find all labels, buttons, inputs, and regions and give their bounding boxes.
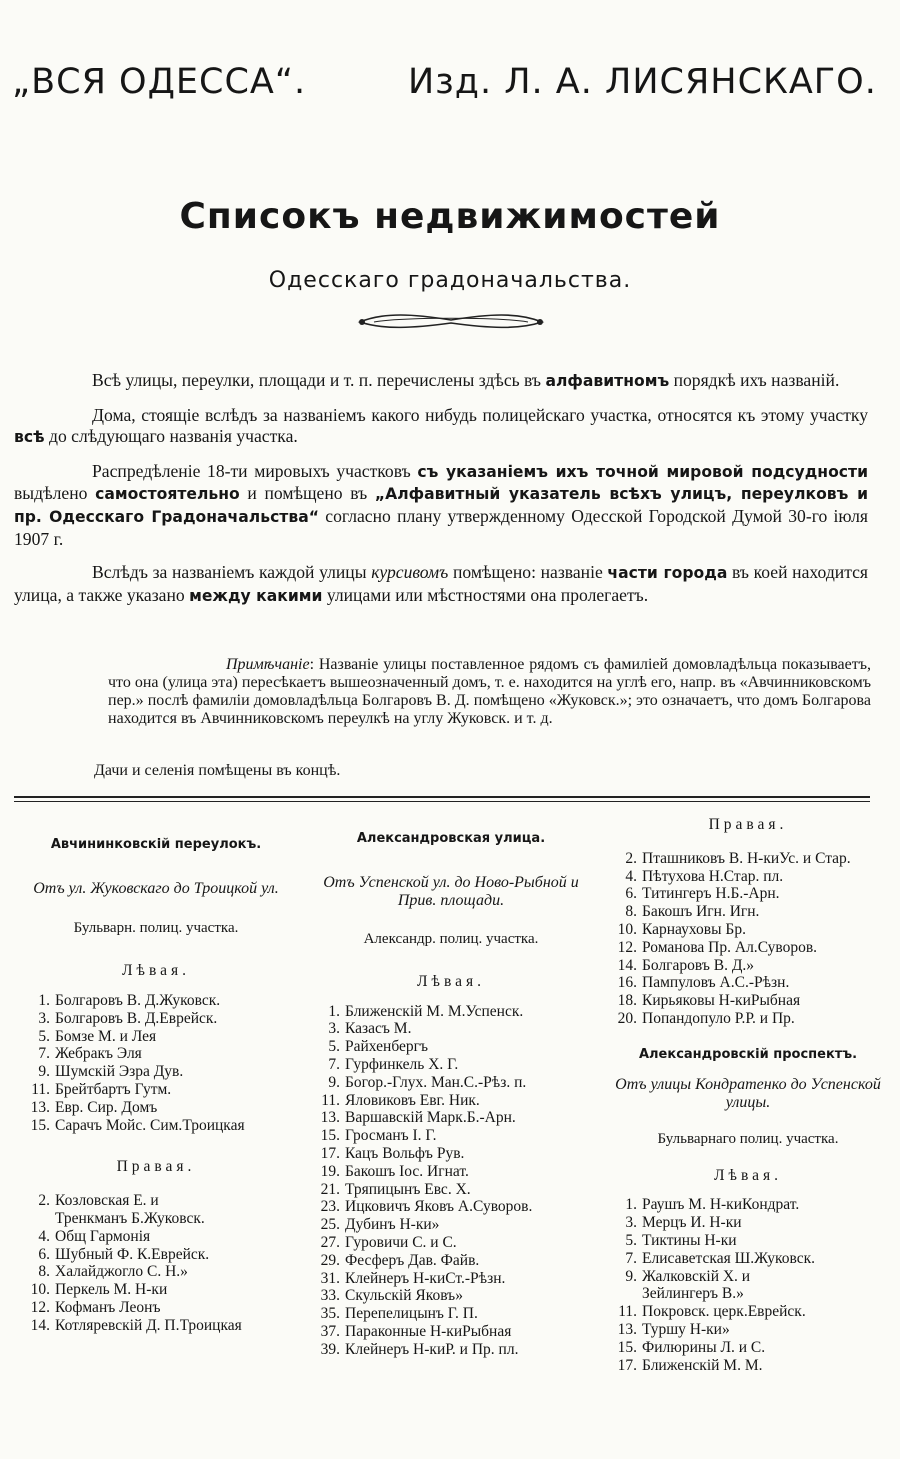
owner-name: Кофманъ Леонъ bbox=[55, 1298, 161, 1316]
house-number: 11. bbox=[618, 1303, 637, 1321]
owner-name: Титингеръ Н. bbox=[642, 885, 731, 903]
owner-name: Яловиковъ Евг. Ник. bbox=[345, 1091, 480, 1109]
police-district: Бульварнаго полиц. участка. bbox=[657, 1130, 839, 1147]
property-row bbox=[306, 1056, 596, 1074]
owner-name: Тряпицынъ Евс. Х. bbox=[345, 1180, 471, 1198]
property-row bbox=[306, 1287, 596, 1305]
police-district: Бульварн. полиц. участка. bbox=[73, 920, 239, 937]
house-number: 15. bbox=[617, 1338, 637, 1356]
house-number: 33. bbox=[320, 1287, 340, 1305]
house-number: 11. bbox=[31, 1080, 50, 1098]
property-list bbox=[603, 850, 893, 1028]
property-row bbox=[603, 1010, 893, 1028]
house-number: 6. bbox=[625, 885, 637, 903]
intro-paragraph: Распредѣленіе 18-ти мировыхъ участковъ съ указаніемъ ихъ точной мировой подсудности выдѣлено самостоятельно и помѣщено въ „Алфавитный указатель всѣхъ улицъ, переулковъ и пр. Одесскаго Градоначальства“ согласно плану утвержденному Одесской Городской Думой 30-го іюля 1907 г. bbox=[14, 460, 868, 549]
owner-name: Дубинъ Н-ки bbox=[345, 1216, 432, 1234]
property-row bbox=[306, 1341, 596, 1359]
page-subtitle: Одесскаго градоначальства. bbox=[268, 268, 632, 293]
side-label-left: Лѣвая. bbox=[417, 972, 485, 990]
cross-street bbox=[183, 1063, 296, 1081]
owner-name: Брейтбартъ Гутм. bbox=[55, 1080, 172, 1098]
owner-name: Клейнеръ Н-ки bbox=[345, 1269, 446, 1287]
owner-name: Покровск. церк. bbox=[642, 1303, 748, 1321]
cross-street bbox=[478, 1305, 596, 1323]
owner-name: Ицковичъ Яковъ А. bbox=[345, 1198, 474, 1216]
owner-name: Романова Пр. Ал. bbox=[642, 938, 758, 956]
owner-name: Клейнеръ Н-ки bbox=[345, 1340, 446, 1358]
property-row bbox=[16, 1281, 296, 1299]
owner-name: Варшавскій Марк. bbox=[345, 1109, 467, 1127]
cross-street: Жуковск. bbox=[754, 1249, 815, 1267]
side-label-right: Правая. bbox=[708, 816, 788, 833]
house-number: 4. bbox=[625, 867, 637, 885]
house-number: 14. bbox=[617, 956, 637, 974]
property-row bbox=[603, 921, 893, 939]
property-row bbox=[603, 992, 893, 1010]
property-row bbox=[306, 1181, 596, 1199]
house-number: 10. bbox=[617, 920, 637, 938]
property-row bbox=[16, 1045, 296, 1063]
property-row bbox=[603, 974, 893, 992]
owner-name: Раушъ М. Н-ки bbox=[642, 1196, 743, 1214]
property-list bbox=[16, 992, 296, 1134]
property-row bbox=[306, 1109, 596, 1127]
owner-name: Ближенскій М. М. bbox=[345, 1002, 466, 1020]
owner-name: Пампуловъ А. bbox=[642, 974, 735, 992]
cross-street bbox=[469, 1163, 596, 1181]
owner-name: Шубный Ф. К. bbox=[55, 1245, 152, 1263]
cross-street: Р. и Пр. пл. bbox=[445, 1340, 519, 1358]
owner-name: Богор.-Глух. Ман. bbox=[345, 1073, 464, 1091]
property-list bbox=[16, 1192, 296, 1334]
property-row bbox=[306, 1038, 596, 1056]
property-row bbox=[306, 1163, 596, 1181]
cross-street bbox=[171, 1081, 296, 1099]
property-row bbox=[16, 1099, 296, 1117]
column-1 bbox=[16, 816, 296, 1335]
property-row bbox=[16, 1246, 296, 1264]
owner-name: Фесферъ Дав. Файв. bbox=[345, 1251, 480, 1269]
cross-street: » bbox=[431, 1216, 440, 1234]
intro-paragraph: Всѣ улицы, переулки, площади и т. п. перечислены здѣсь въ алфавитномъ порядкѣ ихъ названій. bbox=[92, 370, 840, 390]
owner-name: Козловская Е. и bbox=[55, 1192, 159, 1210]
owner-name: Параконные Н-ки bbox=[345, 1322, 463, 1340]
street-route: Отъ Успенской ул. до Ново-Рыбной и Прив. площади. bbox=[323, 873, 579, 910]
property-row bbox=[603, 1357, 893, 1375]
note-text: : Названіе улицы поставленное рядомъ съ фамиліей домовладѣльца показываетъ, что она (улица эта) пересѣкаетъ вышеозначенный домъ, т. е. находится на углѣ его, напр. въ «Авчинниковскомъ пер.» послѣ фамиліи домовладѣльца Болгаровъ В. Д. помѣщено «Жуковск.»; это означаетъ, что домъ Болгарова находится въ Авчинниковскомъ переулкѣ на углу Жуковск. и т. д. bbox=[108, 656, 871, 727]
house-number: 10. bbox=[30, 1281, 50, 1299]
house-number: 17. bbox=[320, 1144, 340, 1162]
owner-name: Мерцъ И. Н-ки bbox=[642, 1214, 742, 1232]
property-row bbox=[603, 1268, 893, 1286]
house-number: 7. bbox=[38, 1045, 50, 1063]
owner-name: Туршу Н-ки bbox=[642, 1320, 722, 1338]
house-number: 31. bbox=[320, 1269, 340, 1287]
cross-street: » bbox=[736, 1285, 744, 1303]
house-number: 3. bbox=[625, 1214, 637, 1232]
house-number: 3. bbox=[38, 1009, 50, 1027]
note-paragraph bbox=[108, 656, 871, 728]
cross-street: Рыбная bbox=[462, 1322, 512, 1340]
house-number: 25. bbox=[320, 1216, 340, 1234]
property-row bbox=[603, 1303, 893, 1321]
owner-name: Кирьяковы Н-ки bbox=[642, 992, 751, 1010]
property-row bbox=[306, 1074, 596, 1092]
property-row bbox=[603, 957, 893, 975]
house-number: 35. bbox=[320, 1305, 340, 1323]
intro-paragraph: Вслѣдъ за названіемъ каждой улицы курсивомъ помѣщено: названіе части города въ коей находится улица, а также указано между какими улицами или мѣстностями она пролегаетъ. bbox=[14, 562, 868, 605]
property-row bbox=[306, 1198, 596, 1216]
house-number: 20. bbox=[617, 1009, 637, 1027]
house-number: 23. bbox=[320, 1198, 340, 1216]
property-list bbox=[603, 1196, 893, 1374]
owner-name: Гурфинкель Х. Г. bbox=[345, 1055, 459, 1073]
house-number: 39. bbox=[320, 1340, 340, 1358]
cross-street: Ст.-Рѣзн. bbox=[445, 1269, 506, 1287]
house-number: 8. bbox=[625, 903, 637, 921]
house-number: 9. bbox=[625, 1267, 637, 1285]
property-row bbox=[16, 992, 296, 1010]
cross-street bbox=[458, 1056, 596, 1074]
street-heading: Александровская улица. bbox=[356, 831, 546, 846]
cross-street bbox=[746, 921, 893, 939]
cross-street bbox=[480, 1092, 596, 1110]
ornament-flourish bbox=[354, 308, 548, 336]
house-number: 5. bbox=[38, 1027, 50, 1045]
cross-street: Жуковск. bbox=[143, 1209, 205, 1227]
property-row bbox=[16, 1210, 296, 1228]
property-row bbox=[306, 1003, 596, 1021]
owner-name: Жебракъ Эля bbox=[55, 1045, 142, 1063]
cross-street: Б.-Арн. bbox=[730, 885, 780, 903]
owner-name: Бомзе М. и Лея bbox=[55, 1027, 157, 1045]
owner-name: Общ Гармонія bbox=[55, 1227, 151, 1245]
owner-name: Гросманъ І. Г. bbox=[345, 1127, 437, 1145]
cross-street: Еврейск. bbox=[151, 1245, 210, 1263]
house-number: 19. bbox=[320, 1162, 340, 1180]
cross-street: Еврейск. bbox=[159, 1009, 218, 1027]
intro-paragraph: Дома, стоящіе вслѣдъ за названіемъ какого нибудь полицейскаго участка, относятся къ этому участку всѣ до слѣдующаго названія участка. bbox=[14, 404, 868, 447]
owner-name: Попандопуло Р. bbox=[642, 1009, 746, 1027]
house-number: 3. bbox=[328, 1020, 340, 1038]
street-route: Отъ ул. Жуковскаго до Троицкой ул. bbox=[33, 879, 279, 897]
house-number: 12. bbox=[617, 938, 637, 956]
cross-street: Троицкая bbox=[182, 1116, 245, 1134]
house-number: 17. bbox=[617, 1356, 637, 1374]
cross-street: Р. и Пр. bbox=[745, 1009, 795, 1027]
cross-street bbox=[457, 1234, 596, 1252]
cross-street bbox=[160, 1299, 296, 1317]
column-3 bbox=[603, 816, 893, 1374]
cross-street: Еврейск. bbox=[747, 1303, 806, 1321]
police-district: Александр. полиц. участка. bbox=[363, 930, 539, 947]
house-number bbox=[16, 1210, 55, 1228]
owner-name: Зейлингеръ В. bbox=[642, 1285, 737, 1303]
owner-name: Пѣтухова Н. bbox=[642, 867, 724, 885]
owner-name: Тиктины Н-ки bbox=[642, 1231, 737, 1249]
cross-street bbox=[479, 1252, 596, 1270]
cross-street: » bbox=[180, 1263, 188, 1281]
property-row bbox=[603, 885, 893, 903]
house-number: 8. bbox=[38, 1263, 50, 1281]
cross-street bbox=[742, 1214, 893, 1232]
cross-street bbox=[759, 903, 893, 921]
cross-street: » bbox=[721, 1320, 730, 1338]
house-number: 13. bbox=[320, 1109, 340, 1127]
house-number: 18. bbox=[617, 992, 637, 1010]
property-row bbox=[603, 868, 893, 886]
property-row bbox=[306, 1323, 596, 1341]
note-label: Примѣчаніе bbox=[226, 656, 310, 673]
property-row bbox=[16, 1317, 296, 1335]
dachi-note: Дачи и селенія помѣщены въ концѣ. bbox=[94, 762, 341, 779]
divider-rule-thin bbox=[14, 801, 870, 802]
owner-name: Райхенбергъ bbox=[345, 1038, 429, 1056]
property-row bbox=[603, 939, 893, 957]
property-row bbox=[603, 1214, 893, 1232]
owner-name: Шумскій Эзра Дув. bbox=[55, 1063, 184, 1081]
property-row bbox=[603, 1339, 893, 1357]
owner-name: Перепелицынъ Г. П. bbox=[345, 1305, 478, 1323]
cross-street bbox=[428, 1038, 596, 1056]
cross-street bbox=[411, 1020, 596, 1038]
cross-street bbox=[157, 1099, 296, 1117]
house-number: 11. bbox=[321, 1091, 340, 1109]
property-row bbox=[603, 1250, 893, 1268]
owner-name: Бакошъ Іос. Игнат. bbox=[345, 1162, 469, 1180]
owner-name: Болгаровъ В. Д. bbox=[55, 1009, 160, 1027]
property-row bbox=[306, 1305, 596, 1323]
house-number: 9. bbox=[328, 1073, 340, 1091]
cross-street: Суворов. bbox=[473, 1198, 533, 1216]
cross-street: Суворов. bbox=[757, 938, 818, 956]
cross-street bbox=[167, 1281, 296, 1299]
house-number: 1. bbox=[38, 991, 50, 1009]
cross-street bbox=[142, 1045, 296, 1063]
owner-name: Перкель М. Н-ки bbox=[55, 1281, 168, 1299]
owner-name: Бакошъ Игн. Игн. bbox=[642, 903, 760, 921]
cross-street bbox=[159, 1192, 296, 1210]
cross-street bbox=[762, 1357, 893, 1375]
side-label-right: Правая. bbox=[116, 1158, 196, 1176]
cross-street bbox=[150, 1228, 296, 1246]
cross-street: Успенск. bbox=[465, 1002, 524, 1020]
owner-name: Евр. Сир. Домъ bbox=[55, 1098, 158, 1116]
property-row bbox=[16, 1299, 296, 1317]
property-row bbox=[306, 1216, 596, 1234]
property-row bbox=[16, 1228, 296, 1246]
owner-name: Жалковскій Х. и bbox=[642, 1267, 751, 1285]
page-title: Списокъ недвижимостей bbox=[179, 196, 721, 237]
property-row bbox=[16, 1010, 296, 1028]
owner-name: Котляревскій Д. П. bbox=[55, 1316, 180, 1334]
property-row bbox=[306, 1270, 596, 1288]
property-row bbox=[306, 1234, 596, 1252]
cross-street bbox=[737, 1232, 893, 1250]
header-right: Изд. Л. А. ЛИСЯНСКАГО. bbox=[408, 62, 877, 102]
cross-street bbox=[750, 1268, 893, 1286]
owner-name: Карнауховы Бр. bbox=[642, 920, 746, 938]
house-number: 7. bbox=[625, 1249, 637, 1267]
property-list bbox=[306, 1003, 596, 1359]
owner-name: Казасъ М. bbox=[345, 1020, 412, 1038]
cross-street bbox=[471, 1181, 596, 1199]
house-number: 5. bbox=[625, 1231, 637, 1249]
street-heading: Александровскій проспектъ. bbox=[638, 1046, 858, 1062]
street-heading: Авчининковскій переулокъ. bbox=[50, 837, 262, 852]
house-number: 2. bbox=[625, 849, 637, 867]
property-row bbox=[306, 1252, 596, 1270]
cross-street bbox=[464, 1145, 596, 1163]
property-row bbox=[16, 1081, 296, 1099]
cross-street: Жуковск. bbox=[159, 991, 221, 1009]
house-number: 4. bbox=[38, 1227, 50, 1245]
house-number: 15. bbox=[30, 1116, 50, 1134]
house-number bbox=[603, 1285, 642, 1303]
property-row bbox=[603, 903, 893, 921]
cross-street bbox=[437, 1127, 596, 1145]
property-row bbox=[603, 850, 893, 868]
house-number: 29. bbox=[320, 1251, 340, 1269]
property-row bbox=[16, 1192, 296, 1210]
property-row bbox=[16, 1028, 296, 1046]
cross-street: Троицкая bbox=[179, 1316, 242, 1334]
house-number: 1. bbox=[328, 1002, 340, 1020]
house-number: 2. bbox=[38, 1192, 50, 1210]
property-row bbox=[16, 1117, 296, 1135]
owner-name: Елисаветская Ш. bbox=[642, 1249, 755, 1267]
house-number: 21. bbox=[320, 1180, 340, 1198]
owner-name: Кацъ Вольфъ Рув. bbox=[345, 1144, 465, 1162]
street-route: Отъ улицы Кондратенко до Успенской улицы. bbox=[615, 1075, 881, 1112]
property-row bbox=[306, 1145, 596, 1163]
cross-street bbox=[765, 1339, 893, 1357]
house-number: 13. bbox=[30, 1098, 50, 1116]
cross-street: С.-Рѣзн. bbox=[734, 974, 790, 992]
side-label-left: Лѣвая. bbox=[714, 1166, 782, 1184]
column-2 bbox=[306, 816, 596, 1359]
property-row bbox=[306, 1127, 596, 1145]
house-number: 1. bbox=[625, 1196, 637, 1214]
house-number: 14. bbox=[30, 1316, 50, 1334]
header-left: „ВСЯ ОДЕССА“. bbox=[12, 62, 307, 102]
side-label-left: Лѣвая. bbox=[122, 962, 190, 980]
cross-street: Кондрат. bbox=[742, 1196, 800, 1214]
cross-street: » bbox=[455, 1287, 463, 1305]
owner-name: Гуровичи С. и С. bbox=[345, 1233, 457, 1251]
cross-street: Стар. пл. bbox=[723, 867, 784, 885]
cross-street: Ус. и Стар. bbox=[779, 849, 851, 867]
cross-street: Б.-Арн. bbox=[466, 1109, 516, 1127]
property-row bbox=[306, 1020, 596, 1038]
owner-name: Скульскій Яковъ bbox=[345, 1287, 456, 1305]
owner-name: Болгаровъ В. Д. bbox=[642, 956, 747, 974]
owner-name: Болгаровъ В. Д. bbox=[55, 991, 160, 1009]
property-row bbox=[603, 1321, 893, 1339]
property-row bbox=[603, 1196, 893, 1214]
owner-name: Филюрины Л. и С. bbox=[642, 1338, 766, 1356]
house-number: 5. bbox=[328, 1038, 340, 1056]
house-number: 13. bbox=[617, 1320, 637, 1338]
house-number: 27. bbox=[320, 1233, 340, 1251]
house-number: 37. bbox=[320, 1322, 340, 1340]
owner-name: Халайджогло С. Н. bbox=[55, 1263, 181, 1281]
owner-name: Ближенскій М. М. bbox=[642, 1356, 763, 1374]
divider-rule bbox=[14, 796, 870, 798]
owner-name: Пташниковъ В. Н-ки bbox=[642, 849, 780, 867]
property-row bbox=[603, 1232, 893, 1250]
cross-street: » bbox=[746, 956, 755, 974]
owner-name: Сарачъ Мойс. Сим. bbox=[55, 1116, 183, 1134]
owner-name: Тренкманъ Б. bbox=[55, 1209, 144, 1227]
house-number: 9. bbox=[38, 1063, 50, 1081]
property-row bbox=[16, 1263, 296, 1281]
house-number: 6. bbox=[38, 1245, 50, 1263]
intro-text bbox=[14, 370, 868, 619]
house-number: 15. bbox=[320, 1127, 340, 1145]
cross-street bbox=[156, 1028, 296, 1046]
property-row bbox=[16, 1063, 296, 1081]
cross-street: Рыбная bbox=[750, 992, 801, 1010]
property-row bbox=[306, 1092, 596, 1110]
cross-street: С.-Рѣз. п. bbox=[463, 1073, 527, 1091]
house-number: 12. bbox=[30, 1298, 50, 1316]
property-row bbox=[603, 1285, 893, 1303]
house-number: 7. bbox=[328, 1055, 340, 1073]
house-number: 16. bbox=[617, 974, 637, 992]
